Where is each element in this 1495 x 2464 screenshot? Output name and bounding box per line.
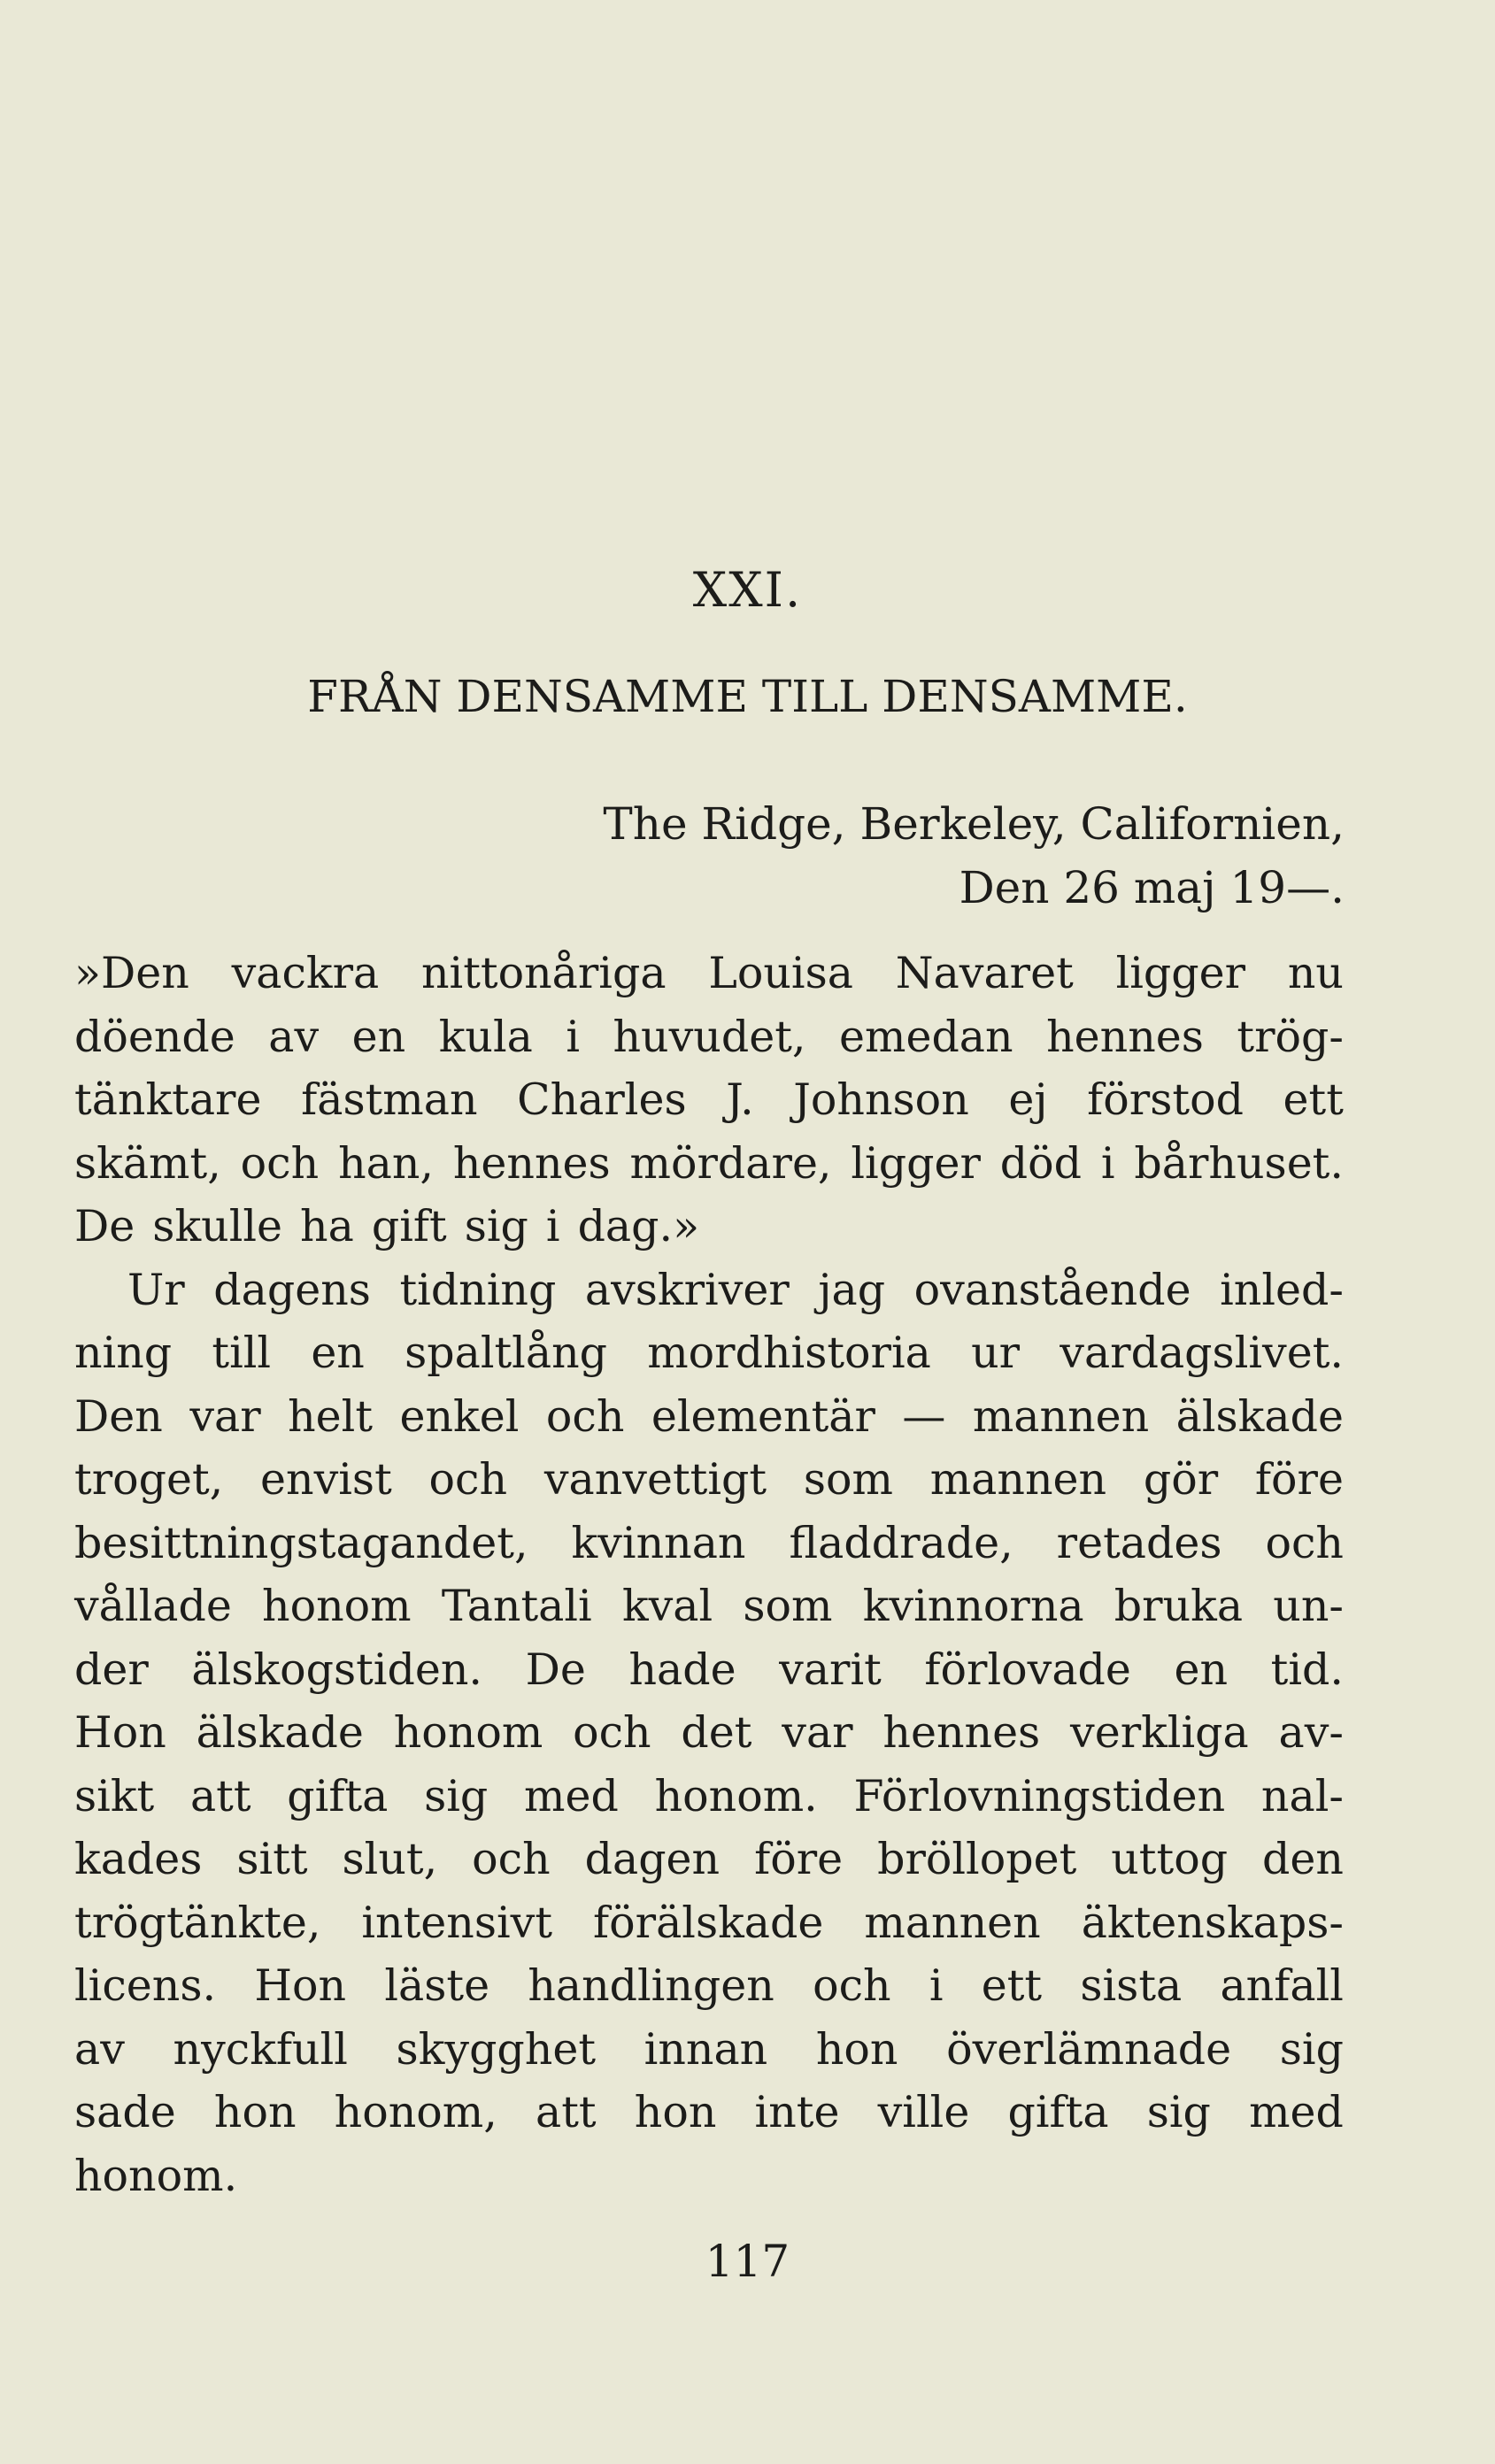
word: kades bbox=[74, 1834, 203, 1884]
word: anfall bbox=[1220, 1960, 1344, 2011]
text-line bbox=[74, 1701, 1344, 1765]
word: hade bbox=[628, 1644, 736, 1695]
word: i bbox=[929, 1960, 944, 2011]
word: mannen bbox=[972, 1390, 1150, 1442]
word: bruka bbox=[1114, 1581, 1244, 1631]
word: retades bbox=[1056, 1517, 1222, 1568]
word: en bbox=[311, 1328, 365, 1378]
word: gifta bbox=[287, 1770, 389, 1821]
text-line bbox=[74, 1765, 1344, 1829]
word: honom. bbox=[74, 2150, 238, 2201]
word: enkel bbox=[399, 1390, 520, 1442]
word: Charles bbox=[517, 1074, 687, 1125]
word: älskade bbox=[1175, 1390, 1344, 1442]
word: läste bbox=[384, 1960, 490, 2011]
text-line bbox=[74, 1259, 1344, 1322]
word: J. bbox=[726, 1074, 754, 1125]
word: honom bbox=[393, 1707, 543, 1758]
word: var bbox=[189, 1390, 261, 1442]
word: hennes bbox=[452, 1137, 611, 1189]
word: jag bbox=[818, 1264, 886, 1315]
word: avskriver bbox=[584, 1264, 790, 1315]
text-line bbox=[74, 1638, 1344, 1702]
chapter-number: XXI. bbox=[692, 562, 803, 618]
word: trögtänkte, bbox=[74, 1897, 321, 1948]
text-line bbox=[74, 1195, 1344, 1259]
word: skulle bbox=[152, 1201, 283, 1251]
word: De bbox=[525, 1644, 586, 1695]
word: ovanstående bbox=[913, 1264, 1191, 1315]
word: och bbox=[428, 1454, 508, 1505]
text-line bbox=[74, 1828, 1344, 1891]
word: hon bbox=[815, 2023, 898, 2075]
word: förlovade bbox=[924, 1644, 1131, 1695]
word: vållade bbox=[74, 1581, 232, 1631]
text-line bbox=[74, 2144, 1344, 2208]
word: skygghet bbox=[396, 2023, 597, 2075]
word: troget, bbox=[74, 1454, 224, 1505]
word: bårhuset. bbox=[1134, 1137, 1344, 1189]
word: mannen bbox=[929, 1454, 1107, 1505]
text-line bbox=[74, 942, 1344, 1005]
text-line bbox=[74, 2018, 1344, 2082]
word: sitt bbox=[236, 1834, 308, 1884]
word: som bbox=[743, 1581, 833, 1631]
word: av bbox=[74, 2023, 125, 2075]
word: sig bbox=[424, 1770, 489, 1821]
word: han, bbox=[338, 1137, 434, 1189]
word: slut, bbox=[342, 1834, 438, 1884]
word: bröllopet bbox=[877, 1834, 1077, 1884]
word: ur bbox=[971, 1328, 1021, 1378]
text-line bbox=[74, 2081, 1344, 2144]
word: Navaret bbox=[895, 948, 1074, 998]
word: förstod bbox=[1087, 1074, 1244, 1125]
text-line bbox=[74, 1068, 1344, 1132]
word: ha bbox=[300, 1201, 354, 1251]
text-line bbox=[74, 1512, 1344, 1575]
word: Johnson bbox=[793, 1074, 969, 1125]
word: un- bbox=[1273, 1581, 1344, 1631]
word: kvinnorna bbox=[862, 1581, 1084, 1631]
word: ett bbox=[981, 1960, 1043, 2011]
word: döende bbox=[74, 1011, 235, 1062]
text-line bbox=[74, 1385, 1344, 1449]
word: mannen bbox=[864, 1897, 1041, 1948]
word: uttog bbox=[1111, 1834, 1229, 1884]
word: hon bbox=[634, 2087, 717, 2137]
word: före bbox=[1254, 1454, 1344, 1505]
word: huvudet, bbox=[613, 1011, 806, 1062]
word: — bbox=[902, 1390, 946, 1442]
word: inled- bbox=[1220, 1264, 1344, 1315]
word: sig bbox=[1279, 2023, 1344, 2075]
word: till bbox=[212, 1328, 272, 1378]
body-text bbox=[74, 942, 1344, 2207]
word: Den bbox=[74, 1390, 163, 1442]
word: av bbox=[268, 1011, 320, 1062]
word: med bbox=[1249, 2087, 1344, 2137]
word: Förlovningstiden bbox=[853, 1770, 1226, 1821]
word: honom, bbox=[334, 2087, 497, 2137]
word: ligger bbox=[851, 1137, 981, 1189]
word: dag.» bbox=[577, 1201, 700, 1251]
word: kula bbox=[438, 1011, 533, 1062]
word: Tantali bbox=[441, 1581, 592, 1631]
word: De bbox=[74, 1201, 135, 1251]
chapter-title: FRÅN DENSAMME TILL DENSAMME. bbox=[307, 671, 1188, 722]
word: i bbox=[1100, 1137, 1115, 1189]
word: Ur bbox=[127, 1264, 185, 1315]
word: kvinnan bbox=[571, 1517, 746, 1568]
word: som bbox=[803, 1454, 893, 1505]
word: tidning bbox=[399, 1264, 557, 1315]
word: att bbox=[536, 2087, 597, 2137]
word: överlämnade bbox=[946, 2023, 1232, 2075]
word: helt bbox=[288, 1390, 374, 1442]
word: »Den bbox=[74, 948, 189, 998]
word: en bbox=[351, 1011, 406, 1062]
word: ej bbox=[1008, 1074, 1048, 1125]
word: intensivt bbox=[361, 1897, 553, 1948]
word: verkliga bbox=[1070, 1707, 1249, 1758]
word: honom bbox=[262, 1581, 412, 1631]
word: spaltlång bbox=[405, 1328, 607, 1378]
word: och bbox=[472, 1834, 551, 1884]
word: ett bbox=[1283, 1074, 1344, 1125]
word: ning bbox=[74, 1328, 173, 1378]
word: mordhistoria bbox=[647, 1328, 931, 1378]
word: och bbox=[1265, 1517, 1344, 1568]
word: nu bbox=[1287, 948, 1344, 998]
dateline-place: The Ridge, Berkeley, Californien, bbox=[603, 798, 1345, 850]
word: och bbox=[573, 1707, 651, 1758]
word: Hon bbox=[74, 1707, 166, 1758]
text-line bbox=[74, 1132, 1344, 1196]
word: och bbox=[813, 1960, 891, 2011]
word: vanvettigt bbox=[543, 1454, 767, 1505]
word: nittonåriga bbox=[421, 948, 667, 998]
word: trög- bbox=[1237, 1011, 1344, 1062]
word: mördare, bbox=[629, 1137, 832, 1189]
word: ligger bbox=[1115, 948, 1246, 998]
word: Louisa bbox=[708, 948, 853, 998]
word: älskade bbox=[196, 1707, 364, 1758]
page-number: 117 bbox=[705, 2236, 790, 2287]
word: förälskade bbox=[593, 1897, 824, 1948]
word: varit bbox=[779, 1644, 882, 1695]
word: honom. bbox=[654, 1770, 818, 1821]
word: innan bbox=[643, 2023, 768, 2075]
word: hennes bbox=[882, 1707, 1041, 1758]
word: och bbox=[545, 1390, 625, 1442]
word: emedan bbox=[838, 1011, 1013, 1062]
word: inte bbox=[754, 2087, 840, 2137]
word: nal- bbox=[1260, 1770, 1344, 1821]
word: i bbox=[566, 1011, 581, 1062]
word: vardagslivet. bbox=[1060, 1328, 1344, 1378]
word: av- bbox=[1278, 1707, 1344, 1758]
word: elementär bbox=[651, 1390, 875, 1442]
word: ville bbox=[877, 2087, 970, 2137]
word: före bbox=[754, 1834, 844, 1884]
text-line bbox=[74, 1448, 1344, 1512]
word: sade bbox=[74, 2087, 176, 2137]
word: att bbox=[189, 1770, 251, 1821]
word: fästman bbox=[301, 1074, 478, 1125]
word: tid. bbox=[1270, 1644, 1344, 1695]
word: sista bbox=[1080, 1960, 1183, 2011]
text-line bbox=[74, 1321, 1344, 1385]
word: kval bbox=[621, 1581, 713, 1631]
word: dagens bbox=[213, 1264, 371, 1315]
word: och bbox=[240, 1137, 320, 1189]
word: sikt bbox=[74, 1770, 155, 1821]
word: fladdrade, bbox=[789, 1517, 1013, 1568]
word: nyckfull bbox=[173, 2023, 348, 2075]
word: handlingen bbox=[528, 1960, 774, 2011]
word: dagen bbox=[584, 1834, 721, 1884]
word: i bbox=[545, 1201, 560, 1251]
word: med bbox=[524, 1770, 619, 1821]
word: hon bbox=[213, 2087, 297, 2137]
word: vackra bbox=[231, 948, 380, 998]
word: det bbox=[681, 1707, 752, 1758]
text-line bbox=[74, 1954, 1344, 2018]
word: den bbox=[1262, 1834, 1344, 1884]
word: död bbox=[999, 1137, 1082, 1189]
word: äktenskaps- bbox=[1081, 1897, 1344, 1948]
word: licens. bbox=[74, 1960, 217, 2011]
word: der bbox=[74, 1644, 149, 1695]
word: Hon bbox=[254, 1960, 347, 2011]
word: sig bbox=[1146, 2087, 1211, 2137]
word: en bbox=[1174, 1644, 1229, 1695]
word: var bbox=[782, 1707, 853, 1758]
word: gifta bbox=[1007, 2087, 1109, 2137]
text-line bbox=[74, 1891, 1344, 1955]
word: gör bbox=[1143, 1454, 1219, 1505]
word: skämt, bbox=[74, 1137, 221, 1189]
word: envist bbox=[260, 1454, 392, 1505]
dateline-date: Den 26 maj 19—. bbox=[959, 862, 1345, 913]
text-line bbox=[74, 1575, 1344, 1638]
word: sig bbox=[464, 1201, 528, 1251]
word: besittningstagandet, bbox=[74, 1517, 528, 1568]
word: hennes bbox=[1046, 1011, 1204, 1062]
word: tänktare bbox=[74, 1074, 262, 1125]
word: gift bbox=[371, 1201, 447, 1251]
word: älskogstiden. bbox=[191, 1644, 482, 1695]
text-line bbox=[74, 1005, 1344, 1069]
